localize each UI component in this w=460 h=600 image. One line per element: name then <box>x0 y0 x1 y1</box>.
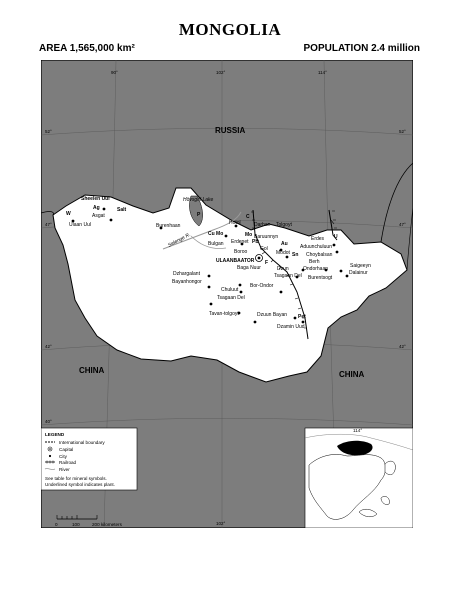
symbol-f: F <box>265 260 269 266</box>
lon-label-102: 102° <box>216 70 226 75</box>
place-gol: Gol <box>260 246 268 252</box>
area-label: AREA 1,565,000 km² <box>39 43 135 54</box>
symbol-u: U <box>334 234 338 240</box>
place-berh: Berh <box>309 259 320 265</box>
symbol-c-north: C <box>246 214 250 220</box>
place-bulgan: Bulgan <box>208 241 224 247</box>
symbol-pb: Pb <box>252 239 259 245</box>
place-erdes: Erdes <box>311 236 325 242</box>
place-sheelen-uul: Sheelen Uul <box>81 196 110 202</box>
scale-tick-0: 0 <box>55 522 58 527</box>
place-tsagaan-del-east: Tsagaan Del <box>274 273 302 279</box>
place-cu-mo: Cu Mo <box>208 231 224 237</box>
legend-note-minerals: See table for mineral symbols. <box>45 476 107 481</box>
place-pet: Pet <box>298 314 306 320</box>
place-boroo: Boroo <box>234 249 248 255</box>
capital-marker <box>256 255 263 262</box>
lon-label-90: 90° <box>111 70 118 75</box>
lat-label-42: 42° <box>45 344 52 349</box>
lon-label-bottom: 102° <box>216 521 226 526</box>
map-title: MONGOLIA <box>178 20 282 39</box>
lat-label-52: 52° <box>45 129 52 134</box>
legend-railroad: Railroad <box>59 460 77 465</box>
place-bayanhongor: Bayanhongor <box>172 279 202 285</box>
scale-tick-200: 200 kilometers <box>92 522 122 527</box>
place-dzun: Dzun <box>277 266 289 272</box>
place-tolgoyt: Tolgoyt <box>276 222 292 228</box>
place-dalainur: Dalainur <box>349 270 368 276</box>
scale-tick-100: 100 <box>72 522 80 527</box>
legend-title: LEGEND <box>45 432 65 437</box>
place-baga-nuur: Baga Nuur <box>237 265 261 271</box>
china-label-west: CHINA <box>79 366 105 375</box>
inset-map <box>305 428 413 528</box>
lake-label: Hövsgöl Lake <box>183 197 214 203</box>
place-dzhargalant: Dzhargalant <box>173 271 200 277</box>
lat-label-47: 47° <box>45 222 52 227</box>
place-burentsogt: Burentsogt <box>308 275 333 281</box>
place-tsagaan-del-west: Tsagaan Del <box>217 295 245 301</box>
lat-label-40: 40° <box>45 419 52 424</box>
lat-label-52-right: 52° <box>399 129 406 134</box>
place-bor-ondor: Bor-Ondor <box>250 283 274 289</box>
place-ondorhaan: Ondorhaan <box>303 266 329 272</box>
lat-label-42-right: 42° <box>399 344 406 349</box>
place-ag: Ag <box>93 205 100 211</box>
legend-box <box>41 428 137 490</box>
china-label-east: CHINA <box>339 370 365 379</box>
legend-note-plant: Underlined symbol indicates plant. <box>45 482 115 487</box>
russia-label: RUSSIA <box>215 126 246 135</box>
river-label: Selenge R. <box>167 231 192 249</box>
place-p: P <box>197 212 201 218</box>
place-salt-west: Salt <box>117 207 127 213</box>
place-chuluut: Chuluut <box>221 287 239 293</box>
legend-city: City <box>59 454 67 459</box>
symbol-mo: Mo <box>245 232 253 238</box>
place-baruunnyn: Baruunnyn <box>254 234 279 240</box>
place-dzamin-uud: Dzamin Uud <box>277 324 305 330</box>
legend-intl-boundary: International boundary <box>59 440 105 445</box>
inset-lon-label: 114° <box>353 428 363 433</box>
place-tavan-tolgoyt: Tavan-tolgoyt <box>209 311 239 317</box>
place-erdenet: Erdenet <box>231 239 249 245</box>
place-ulaan-uul: Ulaan Uul <box>69 222 91 228</box>
lat-label-47-right: 47° <box>399 222 406 227</box>
place-aduunchuluun: Aduunchuluun <box>300 244 332 250</box>
place-asgat: Asgat <box>92 213 105 219</box>
place-darhan: Darhan <box>254 222 271 228</box>
place-saigeeyn: Saigeeyn <box>350 263 371 269</box>
place-dzuun-bayan: Dzuun Bayan <box>257 312 288 318</box>
place-sn: Sn <box>292 252 299 258</box>
legend-river: River <box>59 467 70 472</box>
place-choybalsan: Choybalsan <box>306 252 333 258</box>
place-burenhaan: Burenhaan <box>156 223 181 229</box>
lon-label-114: 114° <box>318 70 327 75</box>
place-modot: Modot <box>276 250 290 256</box>
legend-capital: Capital <box>59 447 74 452</box>
place-ulaanbaator: ULAANBAATOR <box>216 258 255 264</box>
population-label: POPULATION 2.4 million <box>303 43 420 54</box>
place-au-north: Au <box>281 241 288 247</box>
place-hotol: Hotol <box>229 220 241 226</box>
map-frame <box>41 60 413 528</box>
place-w-west: W <box>66 211 71 217</box>
